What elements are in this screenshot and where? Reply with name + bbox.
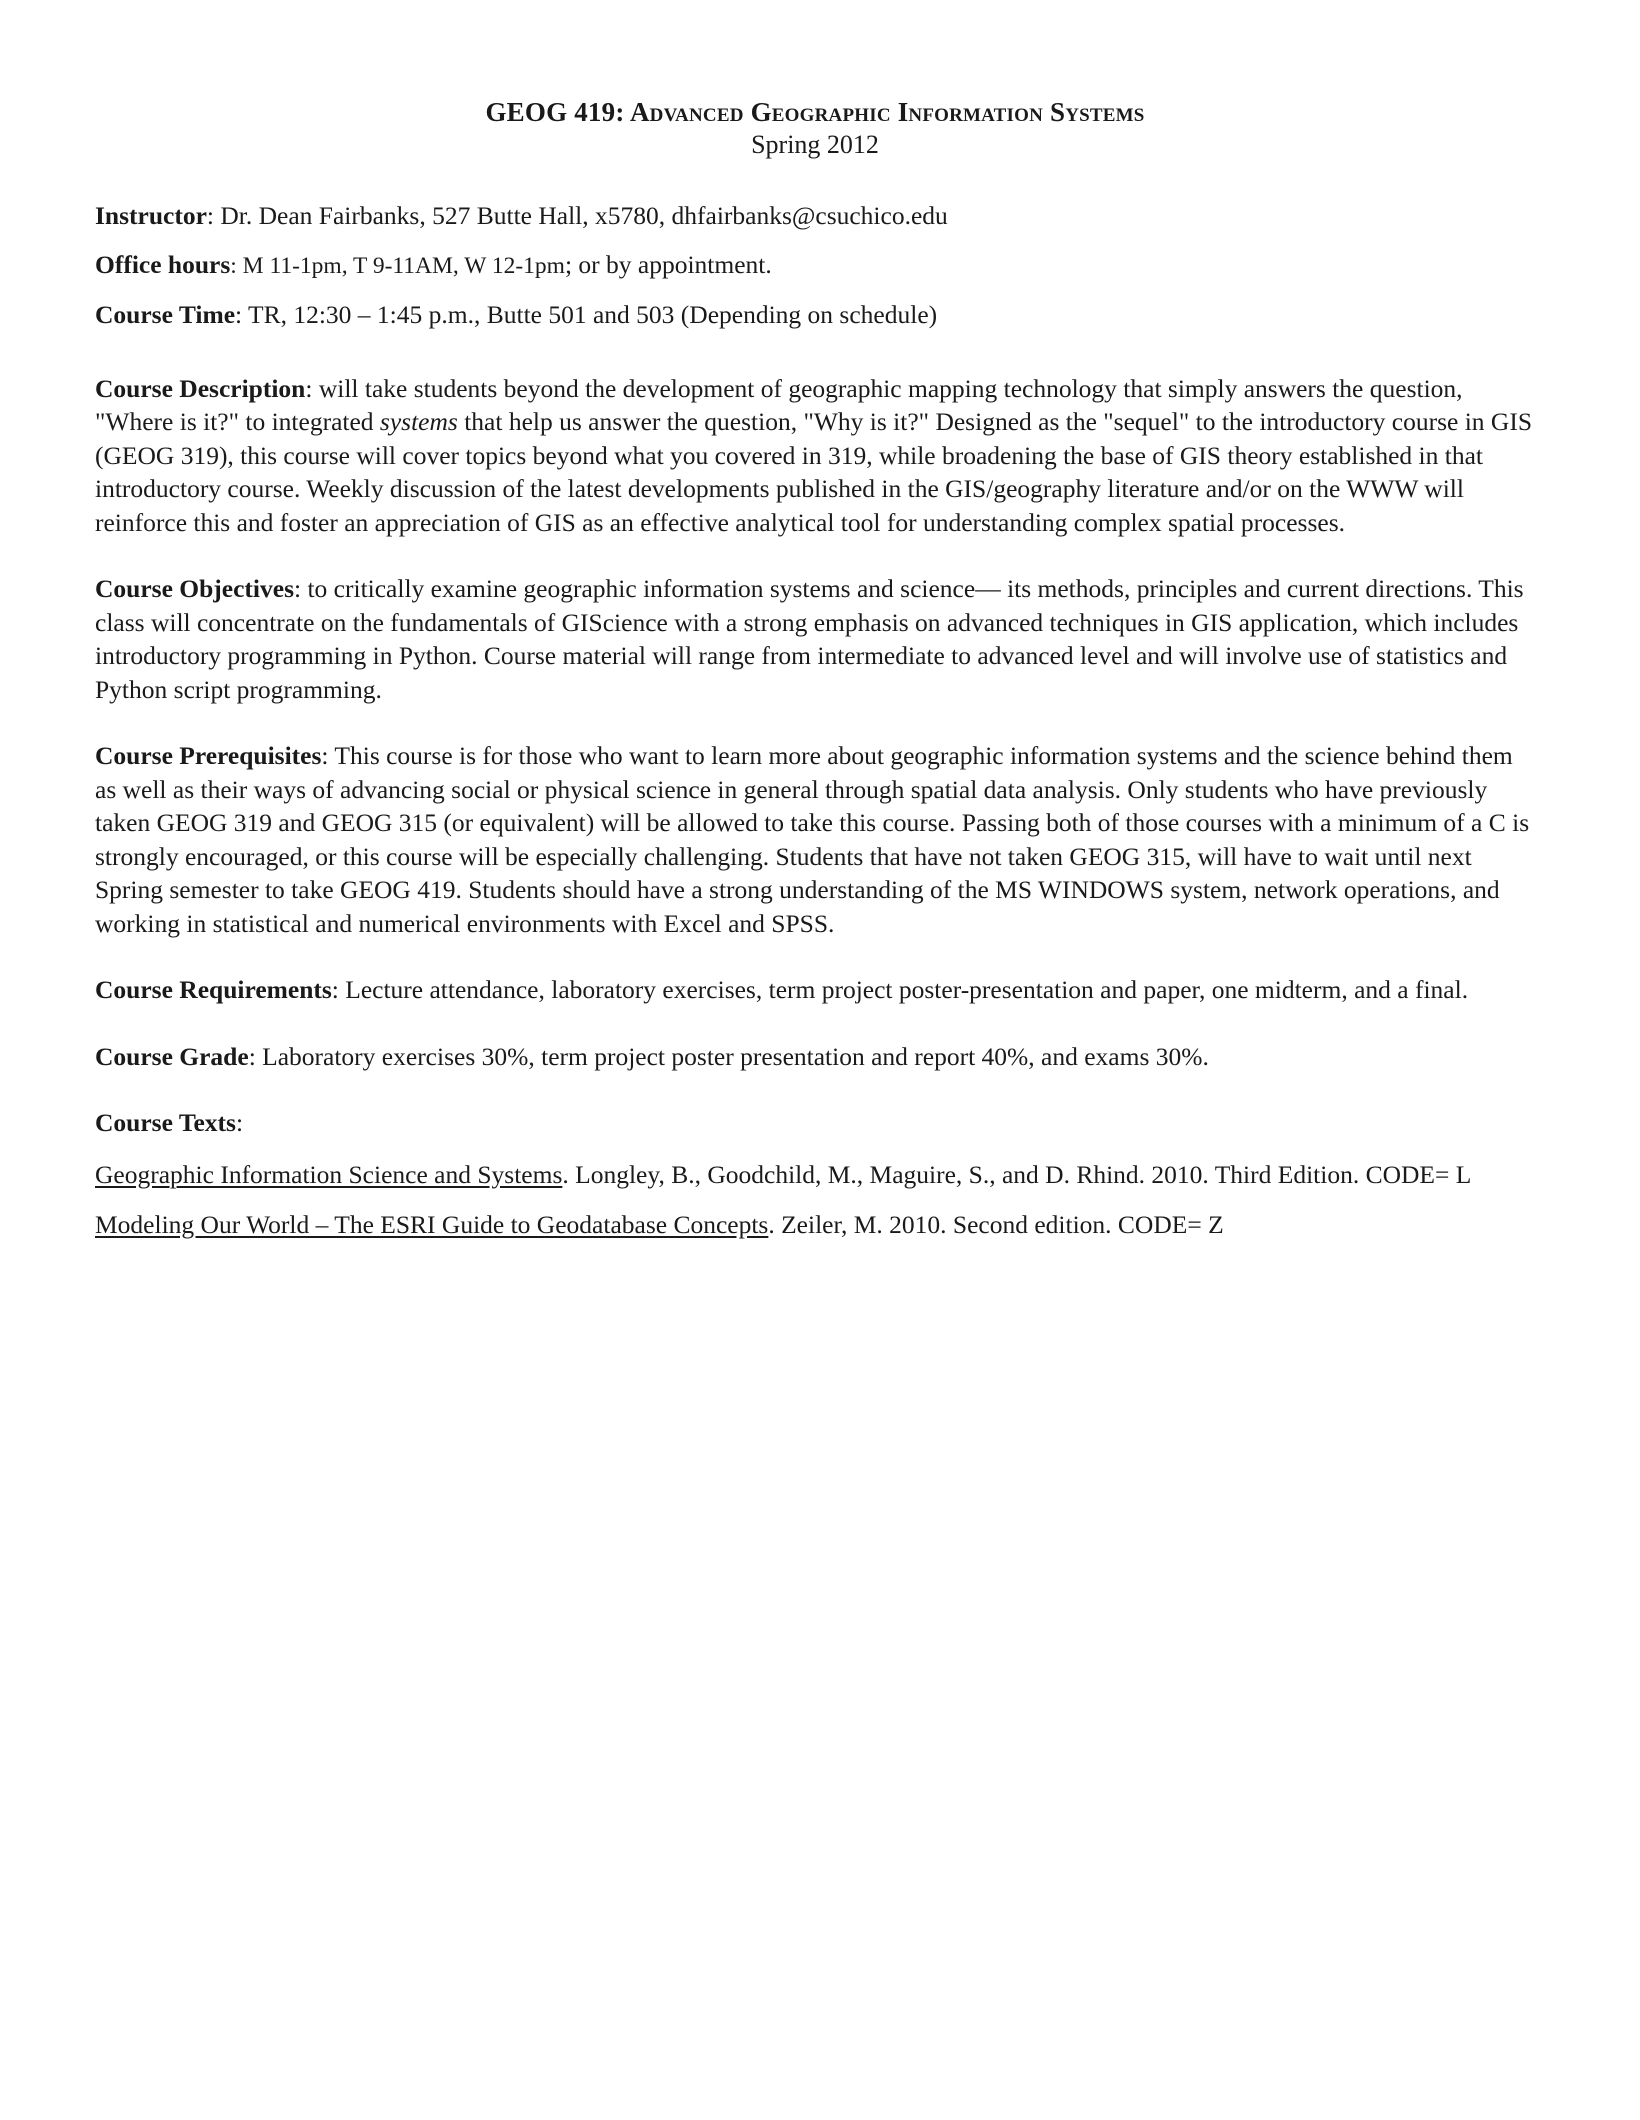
course-texts-heading (95, 1106, 1535, 1140)
instructor-label: Instructor (95, 201, 207, 230)
office-hours-label: Office hours (95, 249, 231, 279)
book-details: . Zeiler, M. 2010. Second edition. CODE= Z (768, 1210, 1224, 1239)
prerequisites-text: : This course is for those who want to learn more about geographic information systems and the science behind them as well as their ways of advancing social or physical science in general through spatial data analysis. Only students who have previously taken GEOG 319 and GEOG 315 (or equivalent) will be allowed to take this course. Passing both of those courses with a minimum of a C is strongly encouraged, or this course will be especially challenging. Students that have not taken GEOG 315, will have to wait until next Spring semester to take GEOG 419. Students should have a strong understanding of the MS WINDOWS system, network operations, and working in statistical and numerical environments with Excel and SPSS. (95, 741, 1530, 938)
course-grade (95, 1040, 1535, 1074)
title-block (95, 95, 1535, 161)
course-time-label: Course Time (95, 300, 236, 329)
requirements-label: Course Requirements (95, 975, 332, 1004)
texts-suffix: : (235, 1108, 244, 1137)
office-hours-line (95, 248, 1535, 284)
description-emphasis: systems (379, 407, 458, 436)
texts-label: Course Texts (95, 1108, 236, 1137)
book-entry (95, 1158, 1535, 1192)
instructor-line (95, 199, 1535, 233)
book-title: Modeling Our World – The ESRI Guide to Geodatabase Concepts (95, 1210, 769, 1239)
objectives-text: : to critically examine geographic information systems and science— its methods, principles and current directions. This class will concentrate on the fundamentals of GIScience with a strong emphasis on advanced techniques in GIS application, which includes introductory programming in Python. Course material will range from intermediate to advanced level and will involve use of statistics and Python script programming. (95, 574, 1524, 704)
course-prerequisites (95, 739, 1535, 940)
course-requirements (95, 973, 1535, 1007)
description-text-a: : will take students beyond the development of geographic mapping technology that simply answers the question, "Where is it?" to integrated (95, 373, 1463, 436)
office-hours-times: : M 11-1pm, T 9-11AM, W 12-1pm (230, 252, 565, 279)
course-objectives (95, 572, 1535, 706)
course-time-value: : TR, 12:30 – 1:45 p.m., Butte 501 and 503 (Depending on schedule) (235, 300, 938, 329)
objectives-label: Course Objectives (95, 574, 294, 603)
course-time-line (95, 298, 1535, 332)
grade-label: Course Grade (95, 1041, 249, 1071)
instructor-value: : Dr. Dean Fairbanks, 527 Butte Hall, x5780, dhfairbanks@csuchico.edu (206, 201, 948, 230)
book-title: Geographic Information Science and Systems (95, 1159, 563, 1189)
course-description (95, 372, 1535, 540)
prerequisites-label: Course Prerequisites (95, 741, 322, 770)
course-term: Spring 2012 (751, 130, 879, 159)
office-hours-note: ; or by appointment. (564, 249, 772, 279)
description-text-b: that help us answer the question, "Why is it?" Designed as the "sequel" to the introductory course in GIS (GEOG 319), this course will cover topics beyond what you covered in 319, while broadening the base of GIS theory established in that introductory course. Weekly discussion of the latest developments published in the GIS/geography literature and/or on the WWW will reinforce this and foster an appreciation of GIS as an effective analytical tool for understanding complex spatial processes. (95, 407, 1533, 537)
course-title: GEOG 419: Advanced Geographic Information Systems (485, 97, 1145, 127)
requirements-text: : Lecture attendance, laboratory exercises, term project poster-presentation and paper, one midterm, and a final. (331, 975, 1469, 1004)
book-details: . Longley, B., Goodchild, M., Maguire, S., and D. Rhind. 2010. Third Edition. CODE= L (562, 1159, 1472, 1189)
book-entry (95, 1208, 1535, 1242)
syllabus-page (95, 95, 1535, 1259)
description-label: Course Description (95, 373, 306, 403)
grade-text: : Laboratory exercises 30%, term project poster presentation and report 40%, and exams 30%. (248, 1041, 1209, 1071)
